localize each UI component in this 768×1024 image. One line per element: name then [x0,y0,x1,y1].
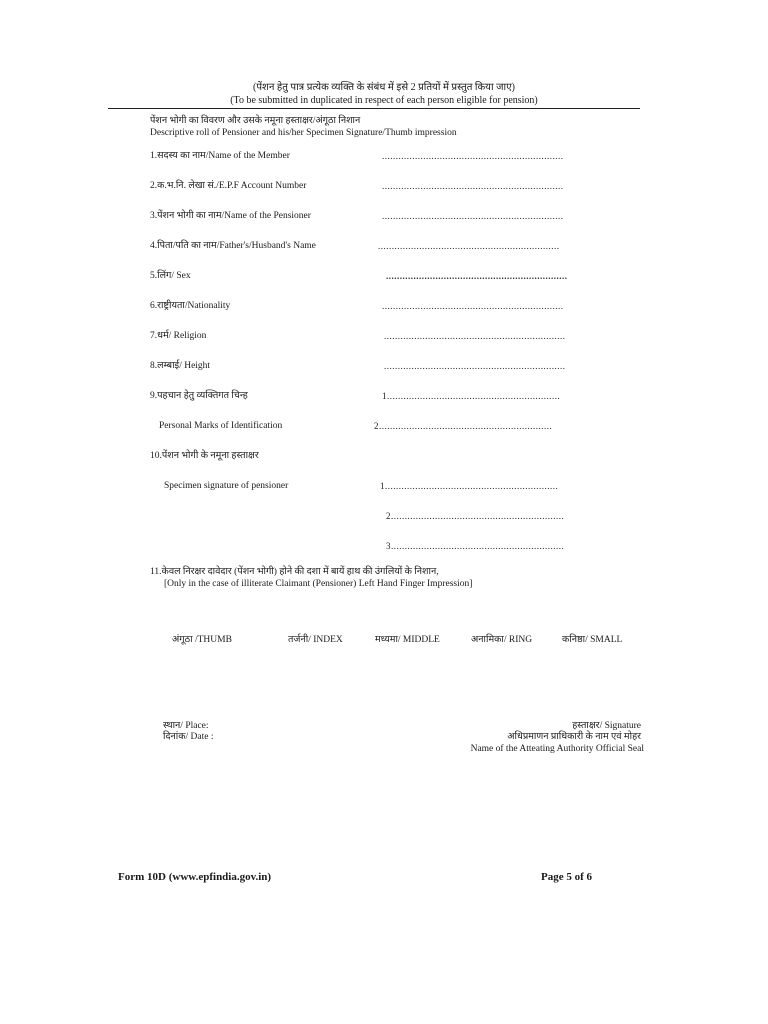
finger-ring: अनामिका/ RING [471,635,533,645]
signature-label-english: Specimen signature of pensioner [164,481,289,491]
footer-page-number: Page 5 of 6 [541,871,593,883]
authority-name-seal-english: Name of the Atteating Authority Official Seal [470,744,644,754]
finger-middle: मध्यमा/ MIDDLE [375,635,440,645]
field-nationality-dots[interactable]: .................................................................. [382,301,564,311]
finger-thumb: अंगूठा /THUMB [172,635,232,645]
field-height-label: 8.लम्बाई/ Height [150,361,211,371]
identification-label-english: Personal Marks of Identification [159,421,283,431]
intro-english: Descriptive roll of Pensioner and his/her Specimen Signature/Thumb impression [150,128,457,138]
field-pensioner-name-label: 3.पेंशन भोगी का नाम/Name of the Pensioner [150,211,311,221]
field-sex-dots[interactable]: .................................................................. [386,271,568,281]
field-father-husband-label: 4.पिता/पति का नाम/Father's/Husband's Name [150,241,316,251]
field-nationality-label: 6.राष्ट्रीयता/Nationality [150,301,231,311]
field-religion-dots[interactable]: .................................................................. [384,331,566,341]
authority-signature: हस्ताक्षर/ Signature [572,721,641,731]
identification-line-2[interactable]: 2............................................................... [374,421,553,431]
authority-name-seal-hindi: अधिप्रमाणन प्राधिकारी के नाम एवं मोहर [507,732,641,742]
footer-form-id: Form 10D (www.epfindia.gov.in) [118,871,272,883]
field-epf-account-dots[interactable]: .................................................................. [382,181,564,191]
field-religion-label: 7.धर्म/ Religion [150,331,207,341]
intro-hindi: पेंशन भोगी का विवरण और उसके नमूना हस्ताक्षर/अंगूठा निशान [150,116,361,126]
field-member-name-label: 1.सदस्य का नाम/Name of the Member [150,151,290,161]
field-epf-account-label: 2.क.भ.नि. लेखा सं./E.P.F Account Number [150,181,307,191]
signature-line-3[interactable]: 3............................................................... [386,541,565,551]
identification-label-hindi: 9.पहचान हेतु व्यक्तिगत चिन्ह [150,391,248,401]
field-pensioner-name-dots[interactable]: .................................................................. [382,211,564,221]
finger-small: कनिष्ठा/ SMALL [562,635,623,645]
thumb-label-english: [Only in the case of illiterate Claimant (Pensioner) Left Hand Finger Impression] [164,579,473,589]
header-english: (To be submitted in duplicated in respect of each person eligible for pension) [230,95,538,106]
thumb-label-hindi: 11.केवल निरक्षर दावेदार (पेंशन भोगी) होने की दशा में बायें हाथ की उंगलियों के निशान, [150,567,439,577]
field-father-husband-dots[interactable]: .................................................................. [378,241,560,251]
finger-index: तर्जनी/ INDEX [288,635,343,645]
place-label: स्थान/ Place: [163,721,209,731]
signature-line-2[interactable]: 2............................................................... [386,511,565,521]
signature-label-hindi: 10.पेंशन भोगी के नमूना हस्ताक्षर [150,451,259,461]
header-hindi: (पेंशन हेतु पात्र प्रत्येक व्यक्ति के संबंध में इसे 2 प्रतियों में प्रस्तुत किया जाए) [253,82,515,93]
field-member-name-dots[interactable]: .................................................................. [382,151,564,161]
header-rule [108,108,640,109]
signature-line-1[interactable]: 1............................................................... [380,481,559,491]
field-height-dots[interactable]: .................................................................. [384,361,566,371]
identification-line-1[interactable]: 1............................................................... [382,391,561,401]
field-sex-label: 5.लिंग/ Sex [150,271,191,281]
date-label: दिनांक/ Date : [163,732,214,742]
